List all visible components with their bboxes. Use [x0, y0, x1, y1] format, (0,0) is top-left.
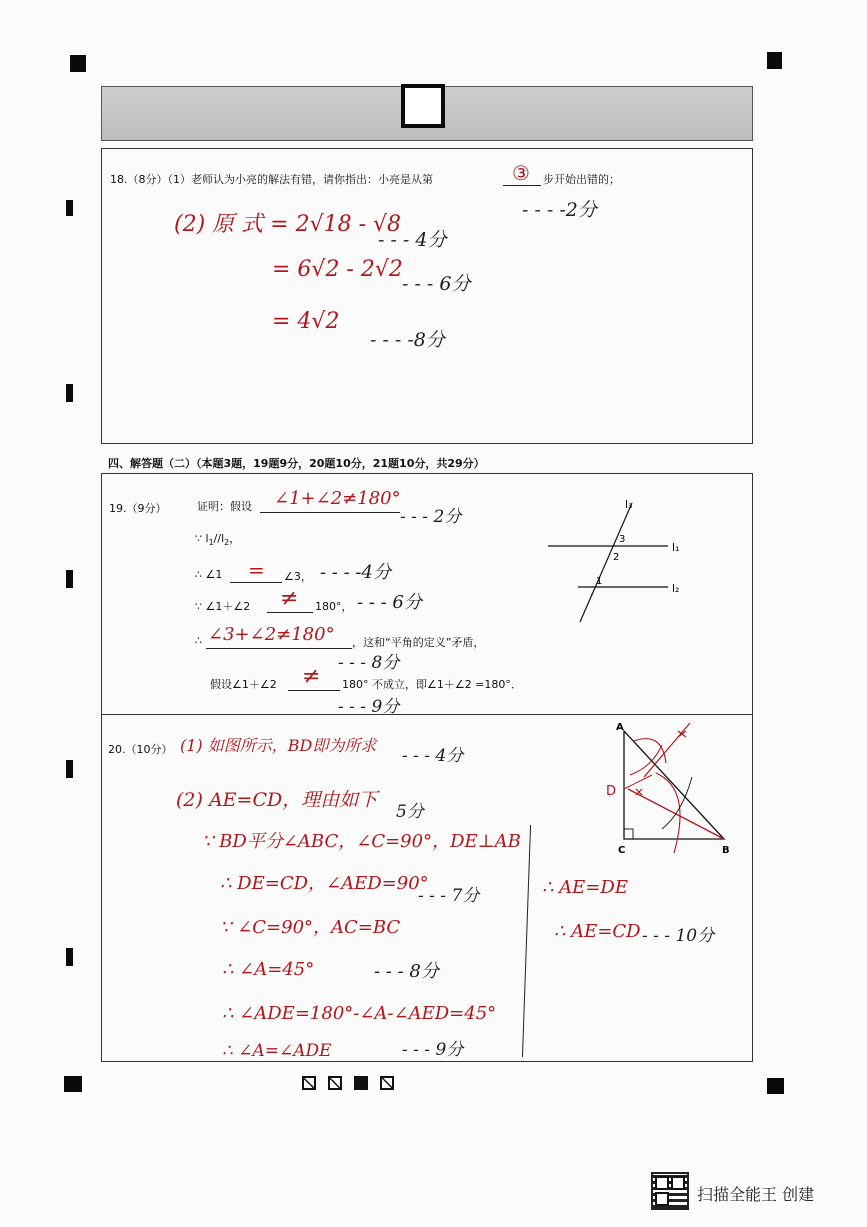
- q19-parallel-text: //l: [213, 532, 225, 545]
- q18-score-2: - - - 4分: [378, 229, 447, 251]
- label-angle-2: 2: [613, 552, 620, 563]
- q20-line-7: ∴ ∠ADE=180°-∠A-∠AED=45°: [222, 1003, 497, 1024]
- q19-conclusion-post: 180° 不成立，即∠1＋∠2 =180°．: [342, 678, 522, 691]
- q19-comma: ，: [229, 532, 241, 545]
- q19-neq-answer: ≠: [280, 586, 299, 611]
- q19-eq-answer: =: [248, 558, 265, 582]
- registration-mark-top-left: [70, 55, 86, 72]
- q20-line-6: ∴ ∠A=45°: [222, 959, 315, 980]
- q19-score-4: - - - 8分: [338, 653, 400, 673]
- bottom-marker-2: [328, 1076, 342, 1090]
- q20-score-1: - - - 4分: [402, 746, 464, 766]
- q19-contradiction: ，这和“平角的定义”矛盾，: [352, 636, 485, 649]
- q19-assume-answer: ∠1+∠2≠180°: [274, 488, 401, 509]
- side-mark: [66, 200, 73, 216]
- label-D: D: [606, 784, 617, 799]
- q19-conclusion-answer: ≠: [302, 664, 321, 689]
- label-A: A: [616, 722, 624, 733]
- q18-score-1: - - - -2分: [522, 199, 597, 221]
- bottom-marker-3: [354, 1076, 368, 1090]
- label-l3: l₃: [625, 498, 633, 511]
- q19-because-1-sub: 1: [208, 538, 214, 548]
- q20-line-3: ∵ BD平分∠ABC，∠C=90°，DE⊥AB: [202, 831, 521, 852]
- q20-figure-triangle: [582, 717, 752, 877]
- q19-because-2: ∵ ∠1＋∠2: [195, 600, 251, 613]
- q18-prompt-tail: 步开始出错的；: [543, 173, 620, 186]
- q19-figure-parallel-lines: [542, 496, 742, 626]
- q18-line-3: = 4√2: [272, 309, 340, 334]
- q19-angle-3: ∠3，: [284, 570, 312, 583]
- side-mark: [66, 570, 73, 588]
- bottom-marker-1: [302, 1076, 316, 1090]
- q18-line-2: = 6√2 - 2√2: [272, 257, 403, 282]
- q18-prompt: 18.（8分）（1）老师认为小亮的解法有错，请你指出：小亮是从第: [110, 173, 433, 186]
- q20-score-6: - - - 10分: [642, 926, 715, 946]
- q19-parallel-sub: 2: [224, 538, 230, 548]
- label-angle-1: 1: [596, 576, 603, 587]
- q18-score-4: - - - -8分: [370, 329, 445, 351]
- label-l2: l₂: [672, 582, 680, 595]
- q20-line-2: (2) AE=CD，理由如下: [176, 789, 378, 811]
- registration-mark-bottom-right: [767, 1078, 784, 1094]
- q19-because-1-text: ∵ l: [195, 532, 209, 545]
- q19-blank-2: [267, 612, 313, 613]
- q19-blank-3: [206, 648, 352, 649]
- q19-label: 19.（9分）: [109, 502, 167, 515]
- side-mark: [66, 948, 73, 966]
- label-C: C: [618, 845, 626, 856]
- q19-conclusion-pre: 假设∠1＋∠2: [210, 678, 277, 691]
- q19-blank-4: [288, 690, 340, 691]
- label-B: B: [722, 845, 730, 856]
- side-mark: [66, 384, 73, 402]
- q20-line-1: (1) 如图所示，BD即为所求: [180, 736, 377, 755]
- q20-score-4: - - - 8分: [374, 961, 439, 982]
- q18-line-1: (2) 原 式 = 2√18 - √8: [174, 212, 402, 237]
- q19-blank-1: [230, 582, 282, 583]
- q20-line-9: ∴ AE=DE: [542, 877, 628, 898]
- q19-because-1: [195, 530, 240, 547]
- q19-deg-180: 180°，: [315, 600, 353, 613]
- q19-score-1: - - - 2分: [400, 507, 462, 527]
- q19-therefore-1: ∴ ∠1: [195, 568, 223, 581]
- q20-label: 20.（10分）: [108, 743, 173, 756]
- q19-proof-label: 证明：假设: [197, 500, 252, 513]
- q18-step-answer: ③: [512, 161, 530, 185]
- q20-line-5: ∵ ∠C=90°，AC=BC: [220, 917, 401, 938]
- q19-score-3: - - - 6分: [357, 592, 422, 613]
- question-19-box: [101, 473, 753, 715]
- registration-mark-top-right: [767, 52, 782, 69]
- q20-score-5: - - - 9分: [402, 1040, 464, 1060]
- registration-mark-bottom-left: [64, 1076, 82, 1092]
- q19-therefore-2: ∴: [195, 634, 202, 647]
- q19-assume-blank: [260, 512, 400, 513]
- q19-therefore-2-answer: ∠3+∠2≠180°: [208, 624, 335, 645]
- q20-line-4: ∴ DE=CD，∠AED=90°: [220, 873, 429, 894]
- q20-divider-line: [522, 825, 531, 1057]
- label-l1: l₁: [672, 541, 680, 554]
- question-20-box: [101, 714, 753, 1062]
- q20-line-8: ∴ ∠A=∠ADE: [222, 1041, 332, 1061]
- footer-watermark: 扫描全能王 创建: [697, 1185, 815, 1204]
- q20-score-2: 5分: [396, 802, 424, 822]
- qr-code-icon: [651, 1172, 689, 1210]
- section-4-title: 四、解答题（二）（本题3题，19题9分，20题10分，21题10分，共29分）: [108, 457, 485, 470]
- q20-score-3: - - - 7分: [418, 886, 480, 906]
- q19-score-2: - - - -4分: [320, 562, 391, 583]
- side-mark: [66, 760, 73, 778]
- q19-score-5: - - - 9分: [338, 697, 400, 717]
- header-locator-square: [401, 84, 445, 128]
- q20-line-10: ∴ AE=CD: [554, 921, 641, 942]
- question-18-box: [101, 148, 753, 444]
- q18-answer-blank: [503, 185, 541, 186]
- label-angle-3: 3: [619, 534, 626, 545]
- q18-score-3: - - - 6分: [402, 273, 471, 295]
- bottom-marker-4: [380, 1076, 394, 1090]
